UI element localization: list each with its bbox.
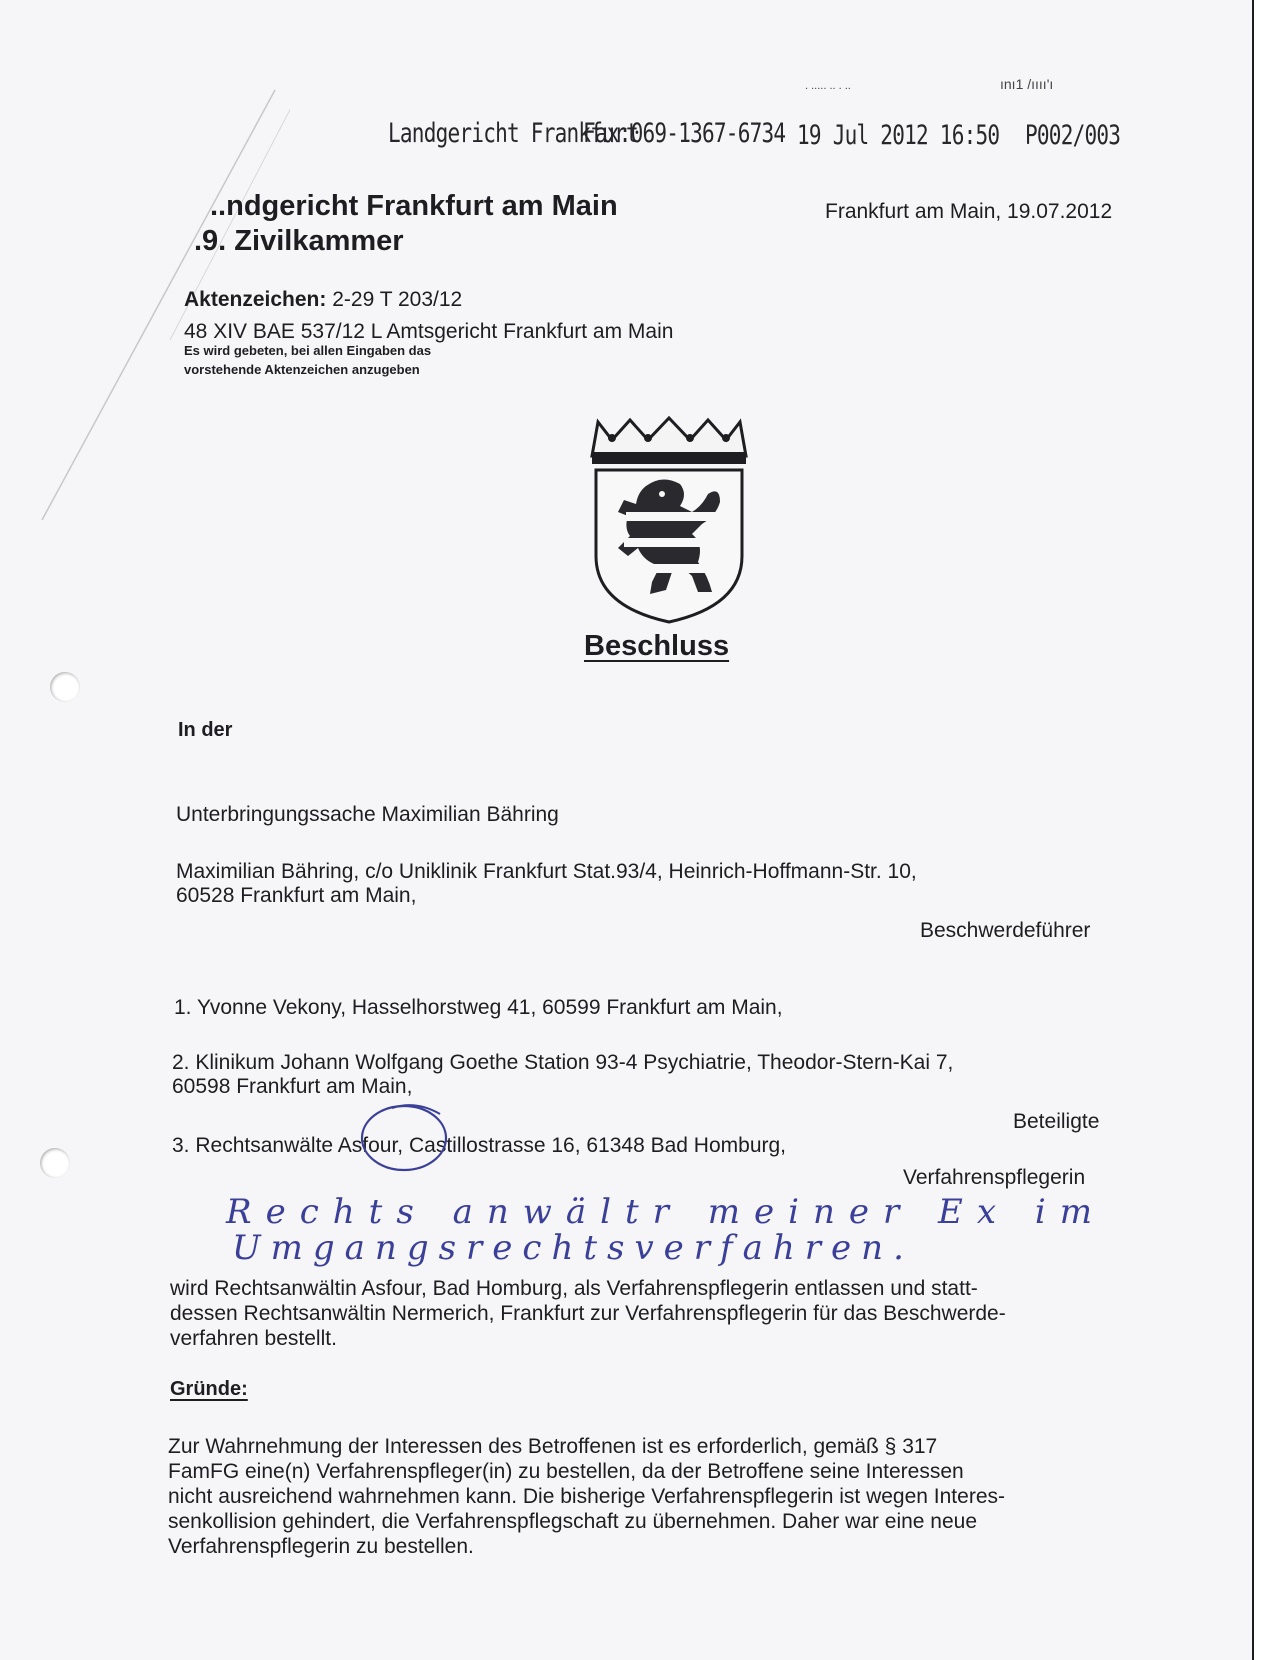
role-beteiligte: Beteiligte: [1013, 1110, 1100, 1133]
second-reference: 48 XIV BAE 537/12 L Amtsgericht Frankfurt am Main: [184, 320, 674, 343]
party-2-line1: 2. Klinikum Johann Wolfgang Goethe Station 93-4 Psychiatrie, Theodor-Stern-Kai 7,: [172, 1051, 954, 1074]
complainant-line2: 60528 Frankfurt am Main,: [176, 884, 417, 907]
role-verfahrenspflegerin: Verfahrenspflegerin: [903, 1166, 1086, 1189]
fax-number: Fax:069-1367-6734: [583, 118, 786, 149]
reasons-heading: Gründe:: [170, 1378, 248, 1400]
page-edge-line: [1252, 0, 1254, 1660]
reasons-line4: senkollision gehindert, die Verfahrenspflegschaft zu übernehmen. Daher war eine neue: [168, 1510, 978, 1533]
fax-top-mark-1: . ..... .. . ..: [805, 80, 851, 92]
complainant-role: Beschwerdeführer: [920, 919, 1091, 942]
punch-hole-lower: [40, 1148, 70, 1178]
hessen-coat-of-arms-icon: [588, 416, 750, 626]
fax-timestamp: 19 Jul 2012 16:50: [797, 120, 1000, 151]
decision-line1: wird Rechtsanwältin Asfour, Bad Homburg, als Verfahrenspflegerin entlassen und statt-: [170, 1277, 978, 1300]
fax-top-mark-2: ını1 /ıııı'ı: [1000, 76, 1054, 92]
reasons-line1: Zur Wahrnehmung der Interessen des Betroffenen ist es erforderlich, gemäß § 317: [168, 1435, 938, 1458]
punch-hole-upper: [50, 672, 80, 702]
fax-sender: Landgericht Frankfurt: [388, 118, 638, 149]
party-2-line2: 60598 Frankfurt am Main,: [172, 1075, 413, 1098]
reference-note-line2: vorstehende Aktenzeichen anzugeben: [184, 362, 420, 377]
court-name: ..ndgericht Frankfurt am Main: [210, 190, 618, 222]
file-number-value: 2-29 T 203/12: [332, 288, 463, 311]
page-edge: [1252, 0, 1280, 1660]
fax-page-number: P002/003: [1025, 120, 1121, 151]
reasons-line3: nicht ausreichend wahrnehmen kann. Die bisherige Verfahrenspflegerin ist wegen Interes-: [168, 1485, 1005, 1508]
reasons-line2: FamFG eine(n) Verfahrenspfleger(in) zu bestellen, da der Betroffene seine Interessen: [168, 1460, 964, 1483]
party-3: 3. Rechtsanwälte Asfour, Castillostrasse 16, 61348 Bad Homburg,: [172, 1134, 787, 1157]
reference-note-line1: Es wird gebeten, bei allen Eingaben das: [184, 343, 432, 358]
matter-text: Unterbringungssache Maximilian Bähring: [176, 803, 559, 826]
file-number: [184, 288, 462, 312]
place-date: Frankfurt am Main, 19.07.2012: [825, 200, 1113, 223]
complainant-line1: Maximilian Bähring, c/o Uniklinik Frankfurt Stat.93/4, Heinrich-Hoffmann-Str. 10,: [176, 860, 917, 883]
handwritten-note-line1: Rechts anwältr meiner Ex im: [226, 1192, 1106, 1232]
pen-circle-annotation: [356, 1098, 456, 1176]
court-chamber: .9. Zivilkammer: [194, 225, 404, 257]
reasons-line5: Verfahrenspflegerin zu bestellen.: [168, 1535, 474, 1558]
decision-line2: dessen Rechtsanwältin Nermerich, Frankfurt zur Verfahrenspflegerin für das Beschwerde-: [170, 1302, 1006, 1325]
document-title: Beschluss: [584, 630, 730, 662]
intro-text: In der: [178, 719, 233, 741]
handwritten-note-line2: Umgangsrechtsverfahren.: [232, 1228, 914, 1268]
party-1: 1. Yvonne Vekony, Hasselhorstweg 41, 60599 Frankfurt am Main,: [174, 996, 783, 1019]
decision-line3: verfahren bestellt.: [170, 1327, 337, 1350]
file-number-label: Aktenzeichen:: [184, 288, 327, 311]
